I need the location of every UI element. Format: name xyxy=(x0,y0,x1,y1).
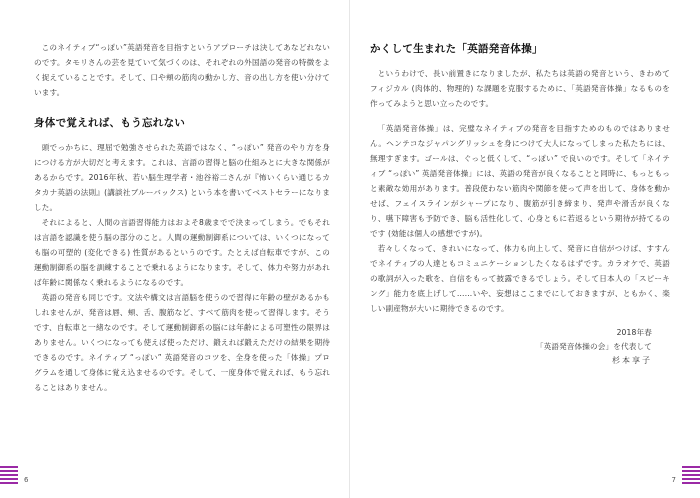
intro-paragraph: このネイティブ“っぽい”英語発音を目指すというアプローチは決してあなどれないのです。タモリさんの芸を見ていて気づくのは、それぞれの外国語の発音の特徴をよく捉えていることです。そして、口や頬の筋肉の動かし方、音の出し方を使い分けています。 xyxy=(34,43,330,97)
body-paragraph-r1: というわけで、長い前置きになりましたが、私たちは英語の発音という、きわめてフィジカル (肉体的、物理的) な課題を克服するために、「英語発音体操」なるものを作ってみようと思い立ったのです。 xyxy=(370,69,670,108)
signature-name: 杉本享子 xyxy=(612,356,652,365)
right-text-column xyxy=(370,40,670,368)
body-paragraph-3: 英語の発音も同じです。文法や構文は言語脳を使うので習得に年齢の壁があるかもしれませんが、発音は唇、頬、舌、腹筋など、すべて筋肉を使って習得します。そうです、自転車と一緒なのです。そして運動制御系の脳には年齢による可塑性の限界はありません。いくつになっても使えば使っただけ、鍛えれば鍛えただけの結果を期待できるのです。ネイティブ “っぽい” 英語発音のコツを、全身を使った「体操」プログラムを通して身体に覚え込ませるのです。そして、一度身体で覚えれば、もう忘れることはありません。 xyxy=(34,293,330,392)
page-edge-stripes-right xyxy=(682,466,700,488)
body-paragraph-1: 頭でっかちに、理屈で勉強させられた英語ではなく、“っぽい” 発音のやり方を身につける方が大切だと考えます。これは、言語の習得と脳の仕組みとに大きな関係があるからです。2016年秋、若い脳生理学者・池谷裕二さんが『怖いくらい通じるカタカナ英語の法則』(講談社ブルーバックス) という本を書いてベストセラーになりました。 xyxy=(34,143,330,212)
signature-block xyxy=(370,326,670,368)
right-page xyxy=(350,0,700,498)
body-paragraph-2: それによると、人間の言語習得能力はおよそ8歳までで決まってしまう。でもそれは言語を認識を使う脳の部分のこと。人間の運動制御系については、いくつになっても脳の可塑的 (変化できる) 性質があるというのです。たとえば自転車ですが、この運動制御系の脳を訓練することで乗れるようになります。そして、体力や努力があれば年齢に関係なく乗れるようになるのです。 xyxy=(34,218,330,287)
page-number-right: 7 xyxy=(671,476,676,484)
body-paragraph-r3: 若々しくなって、きれいになって、体力も向上して、発音に自信がつけば、すすんでネイティブの人達ともコミュニケーションしたくなるはずです。カラオケで、英語の歌詞が入った歌を、自信をもって披露できるでしょう。そして日本人の「スピーキング」能力を底上げして……いや、妄想はここまでにしておきますが、ともかく、楽しい副産物が大いに期待できるのです。 xyxy=(370,244,670,313)
page-edge-stripes-left xyxy=(0,466,18,488)
section-heading-left: 身体で覚えれば、もう忘れない xyxy=(34,117,186,129)
signature-date: 2018年春 xyxy=(616,328,652,337)
body-paragraph-r2: 「英語発音体操」は、完璧なネイティブの発音を目指すためのものではありません。ヘンテコなジャパングリッシュを身につけて大人になってしまった私たちには、無理すぎます。ゴールは、ぐっと低くして、“っぽい” で良いのです。そして「ネイティブ “っぽい” 英語発音体操」には、英語の発音が良くなることと同時に、もっともっと素敵な効用があります。普段使わない筋肉や関節を使って声を出して、身体を動かせば、フェイスラインがシャープになり、腹筋が引き締まり、発声や滑舌が良くなり、嚥下障害も予防でき、脳も活性化して、心身ともに若返るという期待が持てるのです (効能は個人の感想ですが)。 xyxy=(370,124,670,238)
signature-organization: 「英語発音体操の会」を代表して xyxy=(535,342,652,351)
left-text-column xyxy=(34,40,330,395)
section-heading-right: かくして生まれた「英語発音体操」 xyxy=(370,43,543,55)
page-number-left: 6 xyxy=(24,476,29,484)
